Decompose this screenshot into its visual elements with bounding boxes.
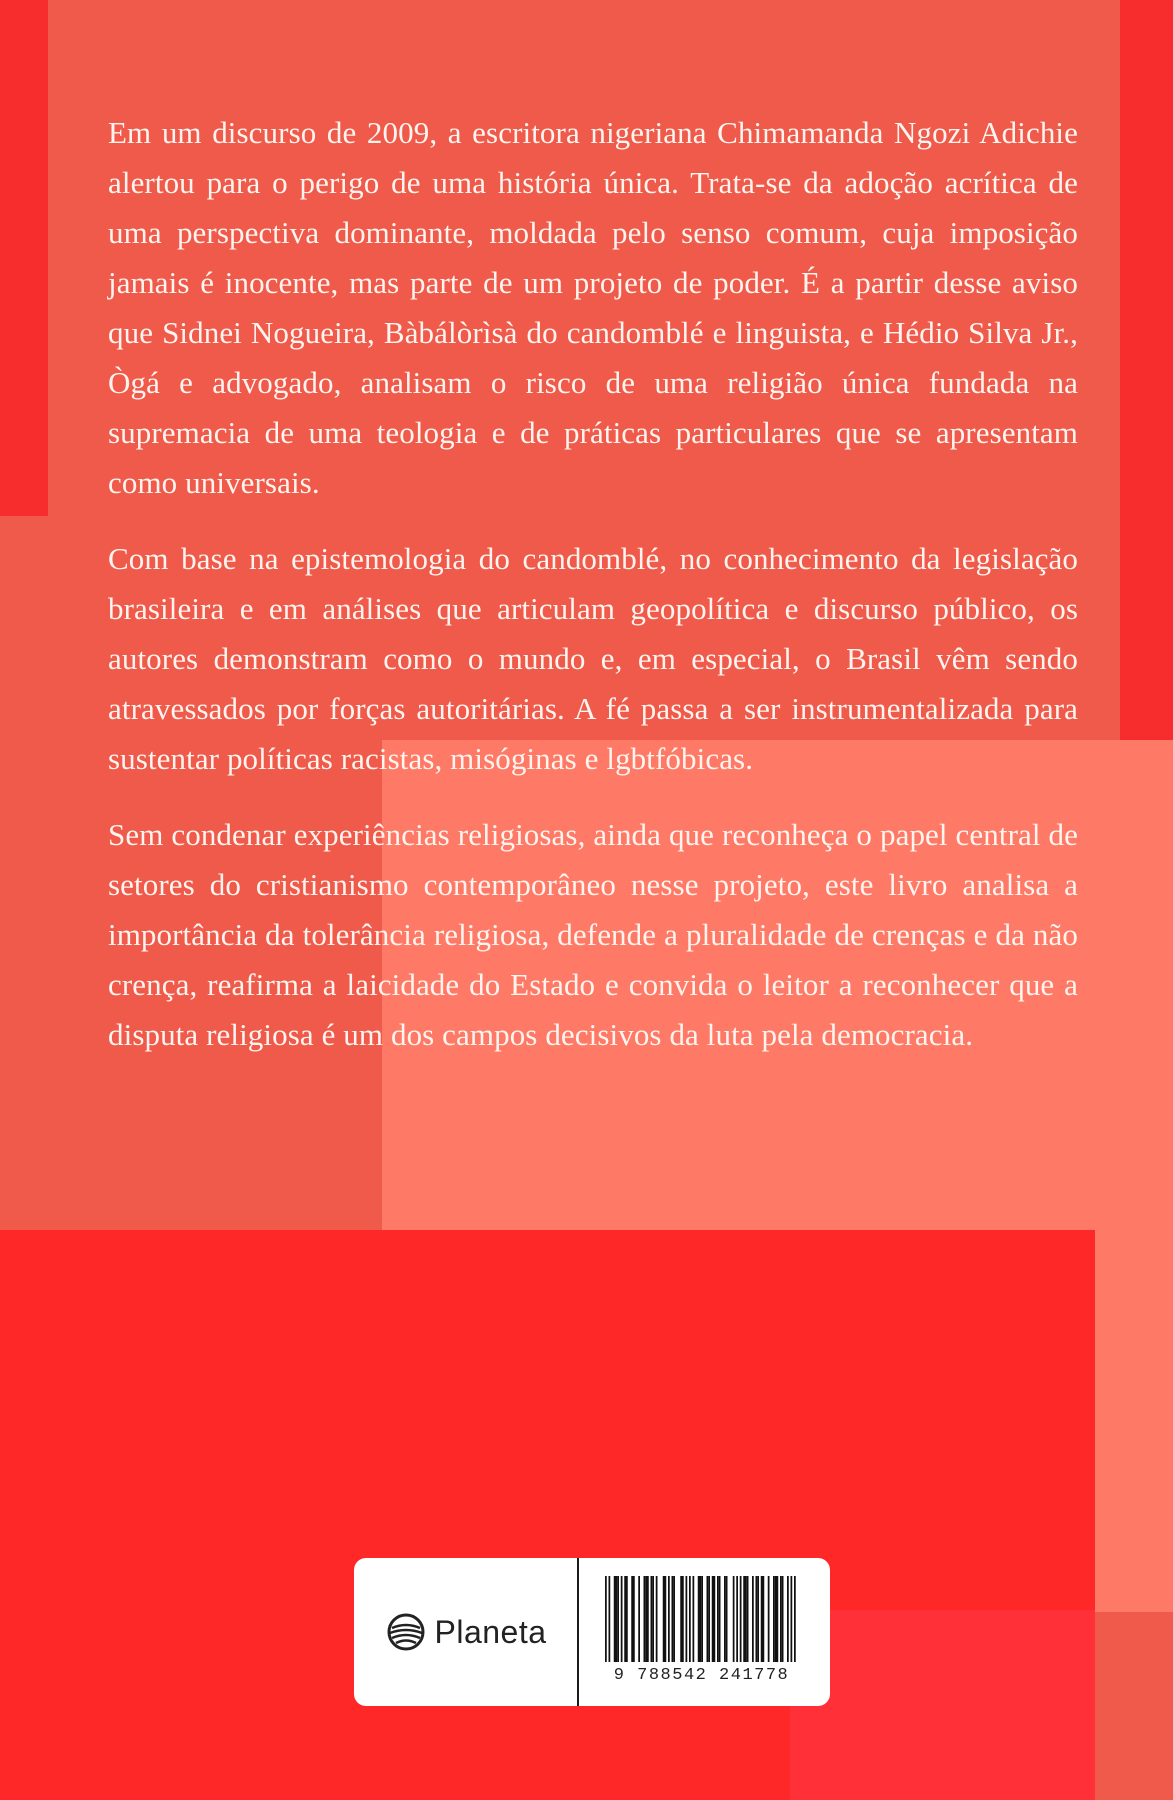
barcode-bar: [663, 1576, 665, 1662]
barcode-bar: [747, 1576, 749, 1662]
card-divider: [577, 1558, 579, 1706]
barcode-bar: [644, 1576, 646, 1662]
barcode-bar: [645, 1576, 647, 1662]
barcode-bar: [605, 1576, 607, 1662]
barcode-bar: [633, 1576, 635, 1662]
barcode-bar: [768, 1576, 770, 1662]
right-red-strip: [1120, 0, 1173, 740]
barcode-bar: [631, 1576, 633, 1662]
barcode-bar: [668, 1576, 670, 1662]
barcode-bar: [787, 1576, 789, 1662]
barcode-bar: [780, 1576, 782, 1662]
barcode-bar: [740, 1576, 742, 1662]
barcode-bar: [673, 1576, 675, 1662]
barcode-bar: [763, 1576, 765, 1662]
barcode-bar: [756, 1576, 758, 1662]
globe-icon: [386, 1612, 426, 1652]
barcode-bar: [672, 1576, 674, 1662]
paragraph-3: Sem condenar experiências religiosas, ainda que reconheça o papel central de setores do cristianismo contemporâneo nesse projeto, este livro analisa a importância da tolerância religiosa, defende a pluralidade de crenças e da não crença, reafirma a laicidade do Estado e convida o leitor a reconhecer que a disputa religiosa é um dos campos decisivos da luta pela democracia.: [108, 817, 1078, 1052]
barcode-bar: [624, 1576, 626, 1662]
barcode-bar: [656, 1576, 658, 1662]
barcode-bar: [693, 1576, 695, 1662]
barcode-bar: [794, 1576, 796, 1662]
barcode-bar: [717, 1576, 719, 1662]
barcode-bar: [701, 1576, 703, 1662]
barcode-bar: [726, 1576, 728, 1662]
barcode-number: 9 788542 241778: [613, 1666, 790, 1685]
publisher-name: Planeta: [434, 1613, 547, 1650]
barcode-bar: [714, 1576, 716, 1662]
bottom-red-accent: [790, 1610, 1095, 1800]
barcode-bar: [712, 1576, 714, 1662]
barcode-bar: [707, 1576, 709, 1662]
barcode-bar: [708, 1576, 710, 1662]
barcode-bar: [791, 1576, 793, 1662]
barcode-bar: [652, 1576, 654, 1662]
barcode-bar: [761, 1576, 763, 1662]
barcode-bar: [651, 1576, 653, 1662]
left-red-strip: [0, 0, 48, 516]
barcode-bar: [680, 1576, 682, 1662]
barcode-bar: [775, 1576, 777, 1662]
barcode-card: [354, 1558, 830, 1706]
barcode-bar: [609, 1576, 611, 1662]
barcode-bar: [614, 1576, 616, 1662]
barcode-bar: [621, 1576, 623, 1662]
back-cover-text: [108, 108, 1078, 1086]
barcode-bar: [777, 1576, 779, 1662]
barcode-bar: [626, 1576, 628, 1662]
barcode-bar: [752, 1576, 754, 1662]
barcode-bar: [719, 1576, 721, 1662]
barcode-bar: [773, 1576, 775, 1662]
barcode-bar: [638, 1576, 640, 1662]
barcode-bar: [745, 1576, 747, 1662]
barcode-bar: [698, 1576, 700, 1662]
barcode-bar: [689, 1576, 691, 1662]
barcode-bar: [757, 1576, 759, 1662]
barcode-bar: [647, 1576, 649, 1662]
barcode-bar: [665, 1576, 667, 1662]
barcode-bar: [724, 1576, 726, 1662]
paragraph-1: Em um discurso de 2009, a escritora nigeriana Chimamanda Ngozi Adichie alertou para o perigo de uma história única. Trata-se da adoção acrítica de uma perspectiva dominante, moldada pelo senso comum, cuja imposição jamais é inocente, mas parte de um projeto de poder. É a partir desse aviso que Sidnei Nogueira, Bàbálòrìsà do candomblé e linguista, e Hédio Silva Jr., Ògá e advogado, analisam o risco de uma religião única fundada na supremacia de uma teologia e de práticas particulares que se apresentam como universais.: [108, 115, 1078, 500]
barcode-bar: [682, 1576, 684, 1662]
barcode-bar: [736, 1576, 738, 1662]
barcode-bar: [743, 1576, 745, 1662]
bottom-right-corner: [1095, 1612, 1173, 1800]
paragraph-2: Com base na epistemologia do candomblé, no conhecimento da legislação brasileira e em análises que articulam geopolítica e discurso público, os autores demonstram como o mundo e, em especial, o Brasil vêm sendo atravessados por forças autoritárias. A fé passa a ser instrumentalizada para sustentar políticas racistas, misóginas e lgbtfóbicas.: [108, 541, 1078, 776]
barcode-bar: [733, 1576, 735, 1662]
barcode-bar: [616, 1576, 618, 1662]
barcode-bar: [700, 1576, 702, 1662]
barcode-bar: [617, 1576, 619, 1662]
barcode-bar: [686, 1576, 688, 1662]
barcode-bar: [782, 1576, 784, 1662]
publisher-logo: [354, 1558, 579, 1706]
